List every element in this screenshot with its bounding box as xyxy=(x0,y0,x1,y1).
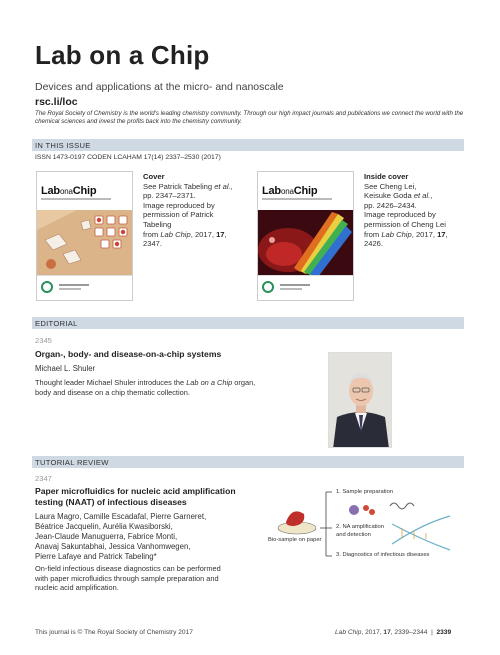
tutorial-abstract: On-field infectious disease diagnostics can be performed with paper microfluidics through sample preparation and nucleic acid amplification. xyxy=(35,564,221,593)
footer-citation: Lab Chip, 2017, 17, 2339–2344 | 2339 xyxy=(335,629,452,636)
figure-bio-sample-label: Bio-sample on paper xyxy=(268,537,322,543)
cover-artwork xyxy=(37,210,133,277)
cover-footer xyxy=(37,275,132,300)
cover-caption: Cover See Patrick Tabeling et al., pp. 2347–2371. Image reproduced by permission of Patrick Tabeling from Lab Chip, 2017, 17, 2347. xyxy=(143,172,233,249)
inside-cover-artwork xyxy=(258,210,354,277)
tutorial-authors: Laura Magro, Camille Escadafal, Pierre Garneret, Béatrice Jacquelin, Aurélia Kwasiborski, Jean-Claude Manuguerra, Fabrice Monti, Anavaj Sakuntabhai, Jessica Vanhomwegen, Pierre Lafaye and Patrick Tabeling* xyxy=(35,512,207,561)
journal-title: Lab on a Chip xyxy=(35,40,210,70)
section-heading: TUTORIAL REVIEW xyxy=(35,458,109,467)
rsc-blurb: The Royal Society of Chemistry is the world's leading chemistry community. Through our high impact journals and publications we connect the world with the chemical sciences and invest the profits back into the chemistry community. xyxy=(35,110,464,126)
cover-image[interactable] xyxy=(36,171,133,301)
cover-logo: LabonaChip xyxy=(41,185,97,197)
page-number: 2339 xyxy=(436,629,452,636)
inside-cover-logo: LabonaChip xyxy=(262,185,318,197)
journal-url[interactable]: rsc.li/loc xyxy=(35,96,78,108)
issn-line: ISSN 1473-0197 CODEN LCAHAM 17(14) 2337–2530 (2017) xyxy=(35,154,221,161)
figure-step-3: 3. Diagnostics of infectious diseases xyxy=(336,552,430,558)
tutorial-figure xyxy=(262,484,462,562)
editorial-abstract: Thought leader Michael Shuler introduces the Lab on a Chip organ, body and disease on a chip thematic collection. xyxy=(35,378,256,397)
rsc-logo-icon xyxy=(41,281,53,293)
rsc-logo-icon xyxy=(262,281,274,293)
inside-cover-masthead xyxy=(258,172,353,210)
section-band-tutorial-review xyxy=(32,456,464,468)
editorial-page-number: 2345 xyxy=(35,336,52,345)
inside-cover-footer xyxy=(258,275,353,300)
journal-subtitle: Devices and applications at the micro- and nanoscale xyxy=(35,81,284,93)
figure-step-1: 1. Sample preparation xyxy=(336,489,394,495)
inside-cover-caption: Inside cover See Cheng Lei, Keisuke Goda et al., pp. 2426–2434. Image reproduced by permission of Cheng Lei from Lab Chip, 2017, 17, 2426. xyxy=(364,172,448,249)
footer-copyright: This journal is © The Royal Society of Chemistry 2017 xyxy=(35,629,193,636)
tutorial-title[interactable]: Paper microfluidics for nucleic acid amplification testing (NAAT) of infectious diseases xyxy=(35,486,236,507)
section-heading: IN THIS ISSUE xyxy=(35,141,91,150)
figure-step-2: 2. NA amplification and detection xyxy=(336,524,385,538)
editorial-author: Michael L. Shuler xyxy=(35,364,96,373)
section-band-editorial xyxy=(32,317,464,329)
cover-rule xyxy=(41,198,111,200)
cover-label: Cover xyxy=(143,172,165,181)
editorial-title[interactable]: Organ-, body- and disease-on-a-chip systems xyxy=(35,349,222,359)
tutorial-page-number: 2347 xyxy=(35,474,52,483)
inside-cover-label: Inside cover xyxy=(364,172,409,181)
author-photo xyxy=(328,352,392,448)
section-heading: EDITORIAL xyxy=(35,319,78,328)
section-band-in-this-issue xyxy=(32,139,464,151)
cover-masthead xyxy=(37,172,132,210)
inside-cover-image[interactable] xyxy=(257,171,354,301)
